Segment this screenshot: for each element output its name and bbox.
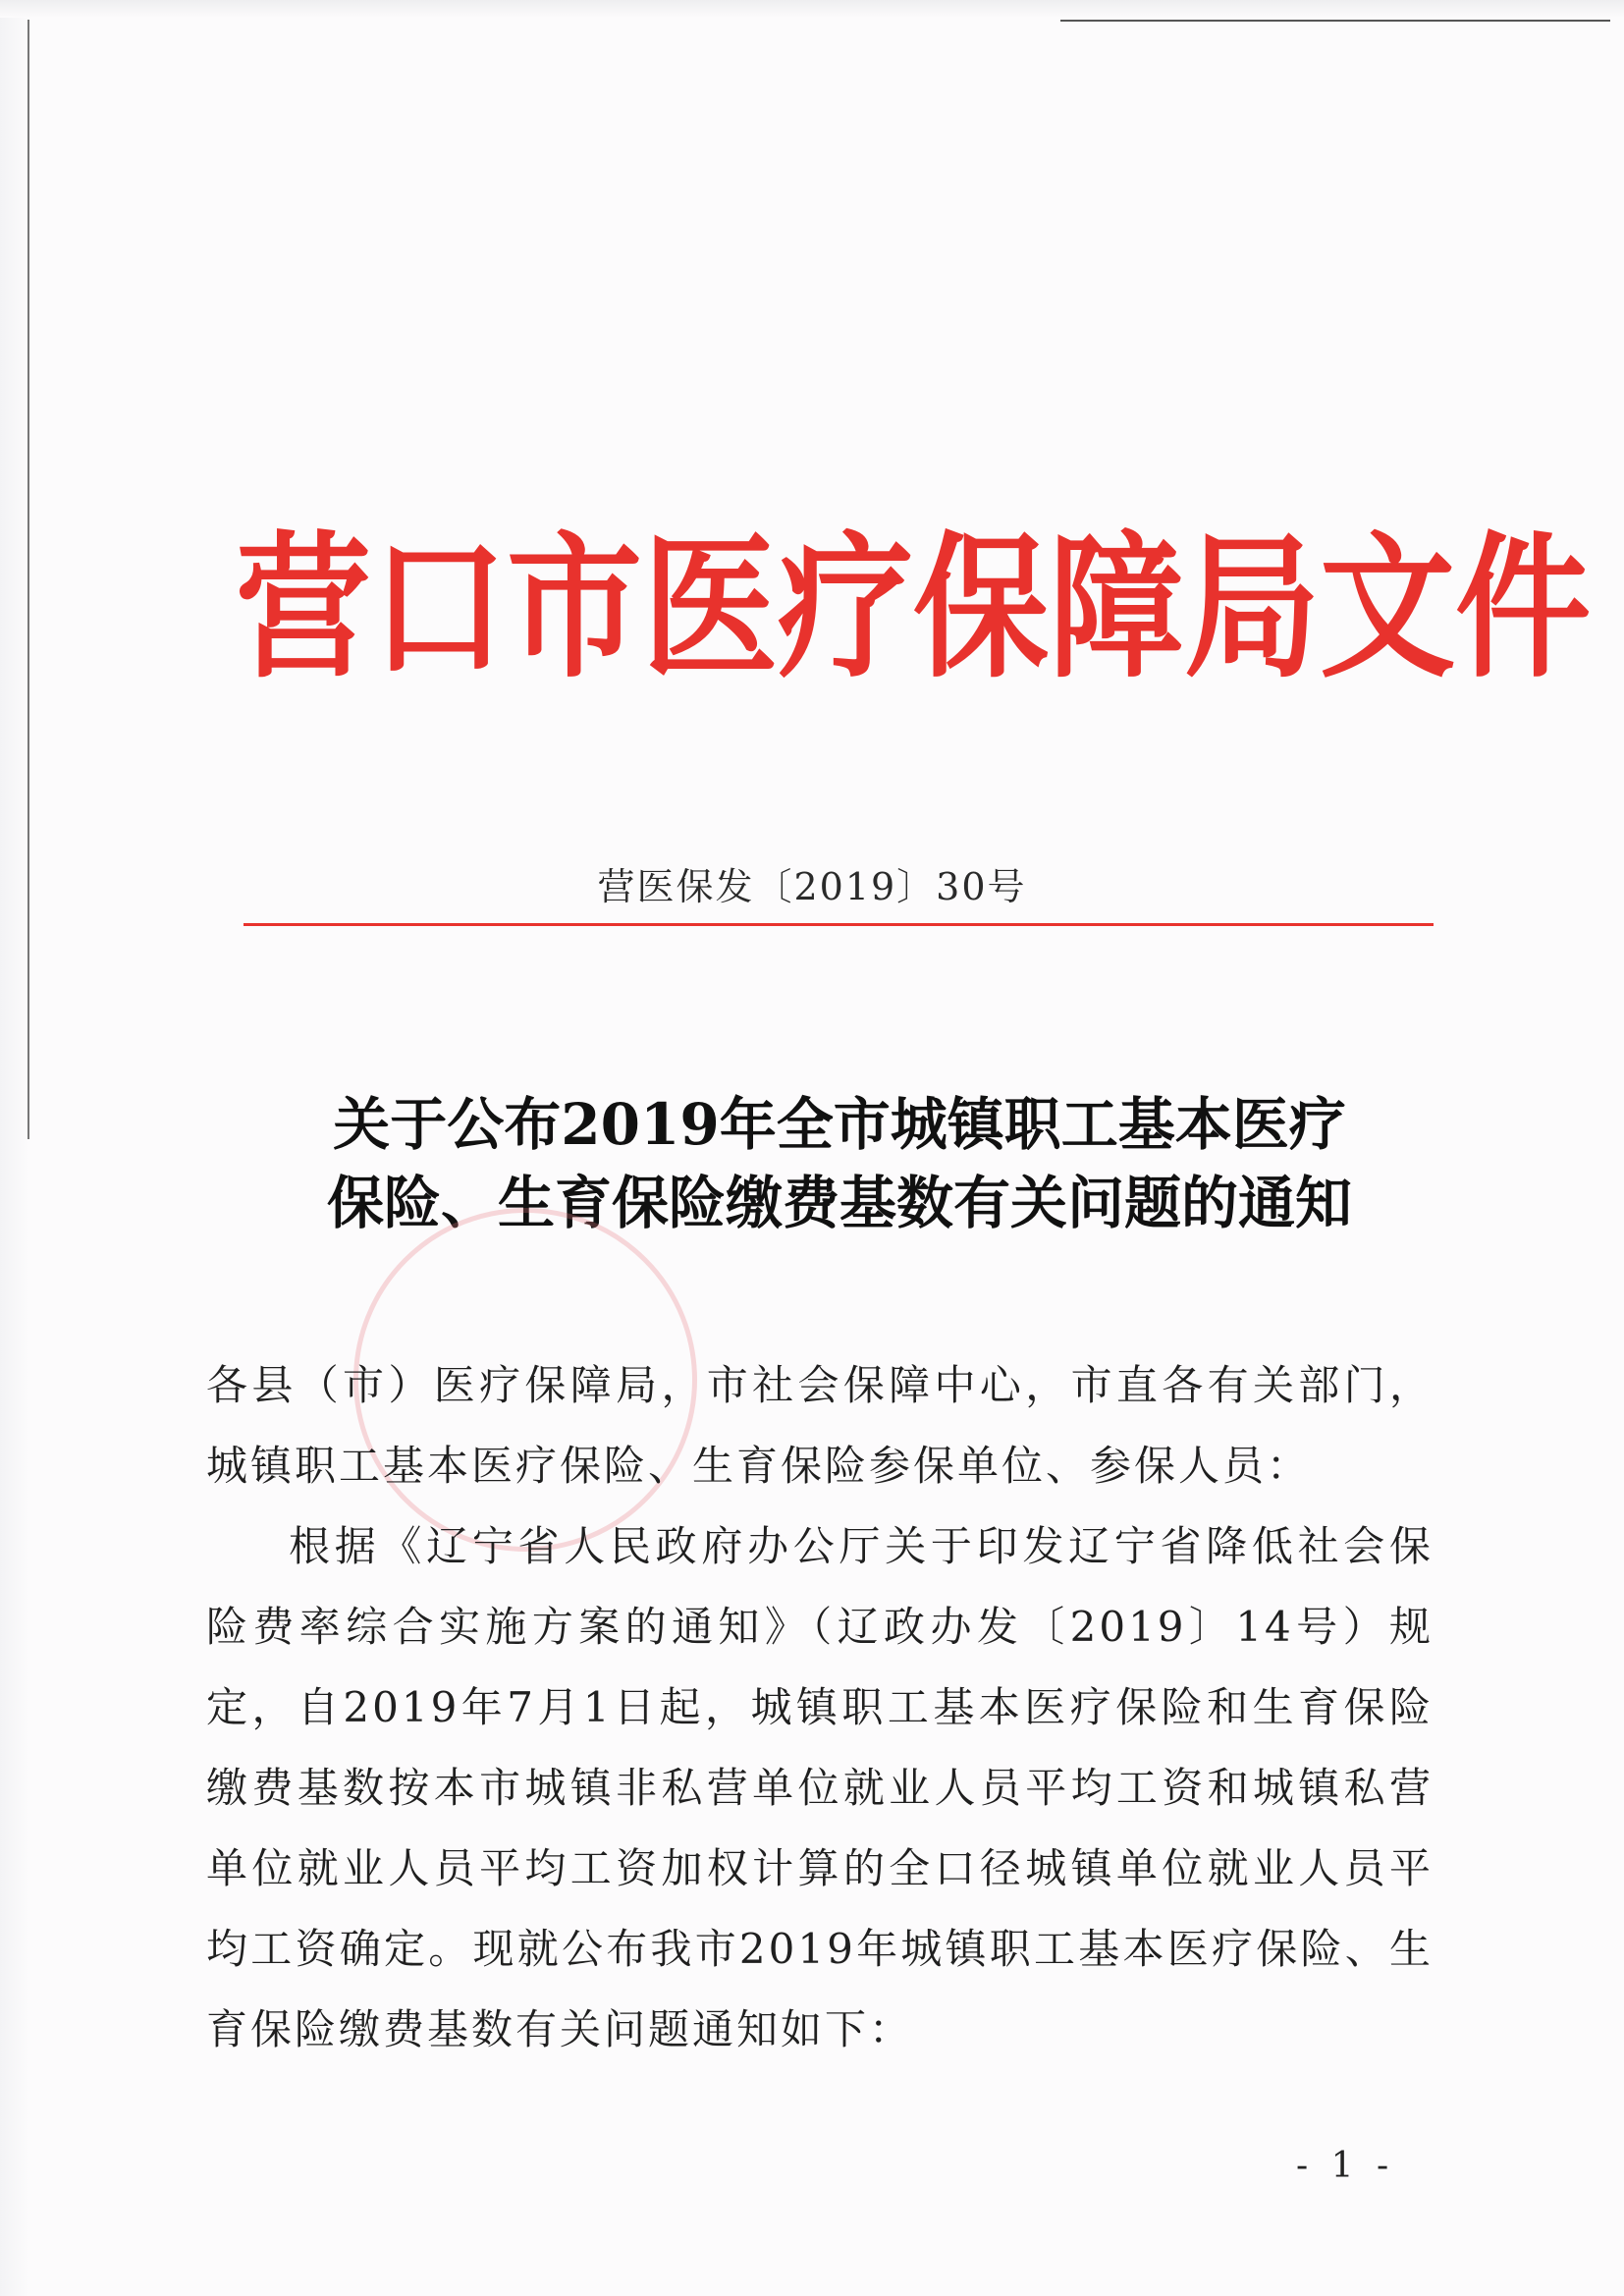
letterhead-char: 口 <box>371 517 508 699</box>
letterhead <box>236 496 1592 722</box>
red-divider <box>244 923 1434 926</box>
scan-line-top <box>1060 20 1610 22</box>
letterhead-char: 保 <box>913 517 1050 699</box>
letterhead-char: 障 <box>1049 517 1185 699</box>
scan-edge-left <box>0 0 29 2296</box>
scan-edge-top <box>0 0 1624 18</box>
scan-line-left <box>27 20 29 1139</box>
letterhead-char: 市 <box>507 517 643 699</box>
title-line-1: 关于公布2019年全市城镇职工基本医疗 <box>333 1091 1346 1158</box>
document-body <box>206 1345 1434 2070</box>
addressees: 各县（市）医疗保障局，市社会保障中心，市直各有关部门，城镇职工基本医疗保险、生育保险参保单位、参保人员： <box>206 1361 1434 1490</box>
document-number: 营医保发〔2019〕30号 <box>597 865 1027 908</box>
letterhead-char: 疗 <box>778 517 914 699</box>
letterhead-char: 医 <box>642 517 779 699</box>
letterhead-char: 局 <box>1184 517 1321 699</box>
letterhead-char: 件 <box>1455 517 1592 699</box>
page-number: - 1 - <box>1296 2146 1395 2186</box>
letterhead-char: 文 <box>1320 517 1456 699</box>
letterhead-char: 营 <box>236 517 372 699</box>
body-paragraph-1: 根据《辽宁省人民政府办公厅关于印发辽宁省降低社会保险费率综合实施方案的通知》（辽政办发〔2019〕14号）规定，自2019年7月1日起，城镇职工基本医疗保险和生育保险缴费基数按本市城镇非私营单位就业人员平均工资和城镇私营单位就业人员平均工资加权计算的全口径城镇单位就业人员平均工资确定。现就公布我市2019年城镇职工基本医疗保险、生育保险缴费基数有关问题通知如下： <box>206 1522 1434 2053</box>
title-line-2: 保险、生育保险缴费基数有关问题的通知 <box>326 1170 1352 1236</box>
document-title <box>236 1085 1443 1242</box>
